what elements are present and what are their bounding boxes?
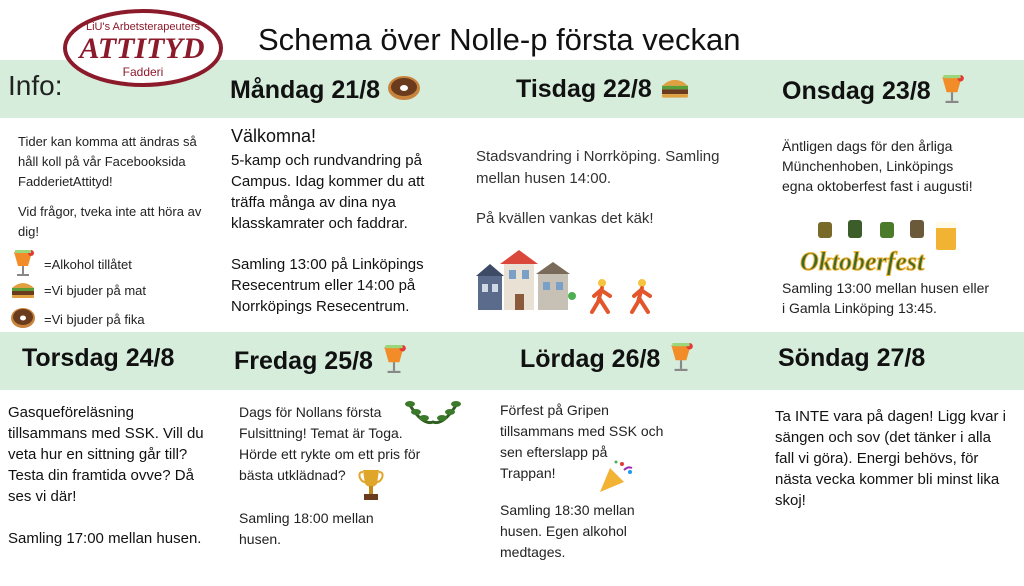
- party-popper-icon: [598, 458, 634, 499]
- wednesday-text-1: Äntligen dags för den årliga Münchenhoben, Linköpings egna oktoberfest fast i augusti!: [782, 138, 973, 194]
- saturday-text-1: Förfest på Gripen tillsammans med SSK och sen efterslapp på Trappan!: [500, 402, 664, 481]
- page-title: Schema över Nolle-p första veckan: [258, 22, 741, 57]
- saturday-text-2: Samling 18:30 mellan husen. Egen alkohol medtages.: [500, 502, 635, 560]
- burger-icon: [659, 74, 691, 107]
- day-heading-wednesday: [782, 72, 966, 113]
- cocktail-icon: [380, 342, 408, 383]
- day-heading-wednesday-text: Onsdag 23/8: [782, 77, 931, 106]
- day-heading-tuesday-text: Tisdag 22/8: [516, 75, 652, 104]
- svg-text:LiU's Arbetsterapeuters: LiU's Arbetsterapeuters: [86, 21, 200, 33]
- tuesday-text-2: På kvällen vankas det käk!: [476, 210, 654, 227]
- day-heading-saturday-text: Lördag 26/8: [520, 345, 661, 374]
- svg-text:ATTITYD: ATTITYD: [79, 32, 205, 65]
- cocktail-icon: [938, 72, 966, 113]
- oktoberfest-logo: [796, 218, 968, 285]
- legend-alcohol: [10, 248, 132, 281]
- legend-label-alcohol: =Alkohol tillåtet: [44, 257, 132, 272]
- day-heading-friday-text: Fredag 25/8: [234, 347, 373, 376]
- sunday-text-1: Ta INTE vara på dagen! Ligg kvar i sängen och sov (det tänker i alla fall vi göra). Energi behövs, för nästa vecka kommer bli minst lika skoj!: [775, 408, 1006, 509]
- day-heading-monday: [230, 74, 421, 109]
- trophy-icon: [358, 468, 384, 509]
- donut-icon: [10, 306, 36, 333]
- day-heading-thursday: Torsdag 24/8: [22, 344, 175, 372]
- day-heading-saturday: [520, 340, 695, 381]
- cocktail-icon: [10, 248, 36, 281]
- legend-label-food: =Vi bjuder på mat: [44, 283, 147, 298]
- friday-text-1: Dags för Nollans första Fulsittning! Temat är Toga. Hörde ett rykte om ett pris för bästa utklädnad?: [239, 404, 421, 483]
- day-heading-monday-text: Måndag 21/8: [230, 76, 381, 105]
- info-heading: Info:: [8, 70, 63, 101]
- thursday-text-2: Samling 17:00 mellan husen.: [8, 530, 202, 547]
- info-text-1: Tider kan komma att ändras så håll koll på vår Facebooksida FadderietAttityd!: [18, 134, 197, 189]
- thursday-text-1: Gasqueföreläsning tillsammans med SSK. Vill du veta hur en sittning går till? Testa din framtida ovve? Då ses vi där!: [8, 404, 204, 505]
- legend-label-fika: =Vi bjuder på fika: [44, 312, 145, 327]
- donut-icon: [387, 74, 421, 109]
- houses-illustration: [476, 248, 576, 317]
- legend-food: [10, 278, 146, 303]
- tuesday-text-1: Stadsvandring i Norrköping. Samling mellan husen 14:00.: [476, 148, 720, 187]
- info-text-2: Vid frågor, tveka inte att höra av dig!: [18, 204, 202, 239]
- cocktail-icon: [667, 340, 695, 381]
- svg-text:Fadderi: Fadderi: [122, 65, 164, 79]
- monday-text-2: Samling 13:00 på Linköpings Resecentrum eller 14:00 på Norrköpings Resecentrum.: [231, 256, 424, 315]
- friday-text-2: Samling 18:00 mellan husen.: [239, 510, 374, 547]
- day-heading-sunday: Söndag 27/8: [778, 344, 926, 372]
- walking-people-icon: [590, 278, 670, 323]
- burger-icon: [10, 278, 36, 303]
- monday-welcome: Välkomna!: [231, 126, 317, 146]
- svg-text:Oktoberfest: Oktoberfest: [800, 247, 925, 276]
- legend-fika: [10, 306, 145, 333]
- day-heading-friday: [234, 342, 408, 383]
- wednesday-text-2: Samling 13:00 mellan husen eller i Gamla Linköping 13:45.: [782, 280, 990, 316]
- monday-text-1: 5-kamp och rundvandring på Campus. Idag kommer du att träffa många av dina nya klasskamrater och faddrar.: [231, 152, 425, 232]
- day-heading-tuesday: [516, 74, 691, 107]
- attityd-logo: [62, 8, 224, 88]
